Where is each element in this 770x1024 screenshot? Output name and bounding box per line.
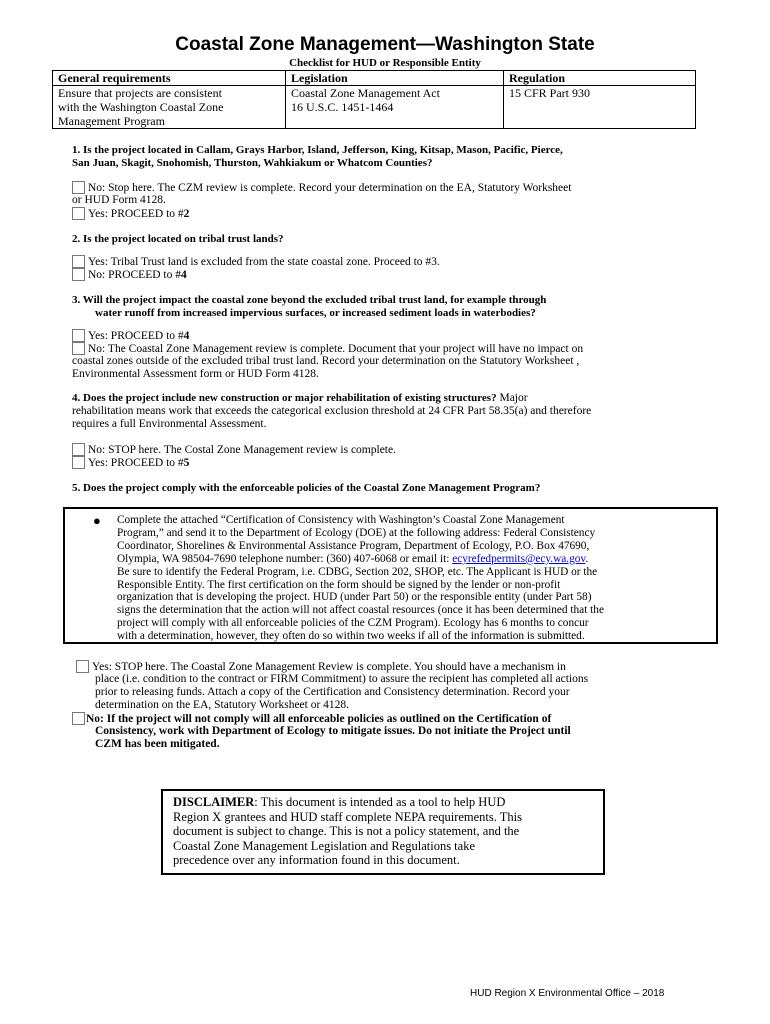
legislation-line: Coastal Zone Management Act xyxy=(291,86,440,100)
general-line: with the Washington Coastal Zone xyxy=(58,100,224,114)
q4-yes-target: 5 xyxy=(183,457,190,469)
question-4-line-3: requires a full Environmental Assessment. xyxy=(72,418,267,430)
q3-yes-checkbox[interactable] xyxy=(72,329,85,342)
instructions-line: project will comply with all enforceable policies of the CZM Program). Ecology has 6 months to concur xyxy=(117,617,589,630)
question-4-note: Major xyxy=(496,392,528,404)
q5-yes-checkbox[interactable] xyxy=(76,660,89,673)
header-general-requirements: General requirements xyxy=(53,71,286,86)
page-title: Coastal Zone Management—Washington State xyxy=(175,34,595,55)
bullet-icon: ● xyxy=(93,513,101,528)
disclaimer-text xyxy=(173,795,593,868)
question-3-line-1: 3. Will the project impact the coastal zone beyond the excluded tribal trust land, for example through xyxy=(72,294,547,306)
instructions-line: organization that is developing the project. HUD (under Part 50) or the responsible entity (under Part 58) xyxy=(117,591,592,604)
instructions-line: with a determination, however, they often do so within two weeks if all of the information is submitted. xyxy=(117,630,585,643)
q1-no-checkbox[interactable] xyxy=(72,181,85,194)
q1-yes-checkbox[interactable] xyxy=(72,207,85,220)
disclaimer-line: document is subject to change. This is not a policy statement, and the xyxy=(173,824,520,838)
q2-no-checkbox[interactable] xyxy=(72,268,85,281)
question-1-line-1: 1. Is the project located in Callam, Grays Harbor, Island, Jefferson, King, Kitsap, Mason, Pacific, Pierce, xyxy=(72,144,563,156)
checklist-subtitle: Checklist for HUD or Responsible Entity xyxy=(289,57,481,69)
disclaimer-line: Coastal Zone Management Legislation and Regulations take xyxy=(173,838,476,853)
requirements-table xyxy=(52,70,696,129)
page-footer: HUD Region X Environmental Office – 2018 xyxy=(470,988,665,999)
q5-yes-label: Yes: STOP here. The Coastal Zone Management Review is complete. You should have a mechanism in xyxy=(92,661,566,673)
q1-yes-target: 2 xyxy=(183,208,190,220)
question-3-line-2: water runoff from increased impervious surfaces, or increased sediment loads in waterbodies? xyxy=(95,307,536,319)
instructions-box xyxy=(63,507,718,644)
q5-yes-continued: place (i.e. condition to the contract or FIRM Commitment) to assure the recipient has completed all actions xyxy=(95,673,589,685)
general-requirements-cell xyxy=(53,86,286,129)
q2-yes-label: Yes: Tribal Trust land is excluded from the state coastal zone. Proceed to #3. xyxy=(88,256,440,268)
q5-no-continued: CZM has been mitigated. xyxy=(95,738,220,750)
header-legislation: Legislation xyxy=(286,71,504,86)
q4-no-label: No: STOP here. The Costal Zone Management review is complete. xyxy=(88,444,396,456)
legislation-cell xyxy=(286,86,504,129)
question-4-line-2: rehabilitation means work that exceeds the categorical exclusion threshold at 24 CFR Part 58.35(a) and therefore xyxy=(72,405,592,417)
instructions-line: Complete the attached “Certification of Consistency with Washington’s Coastal Zone Management xyxy=(117,514,565,526)
instructions-line: Olympia, WA 98504-7690 telephone number: (360) 407-6068 or email it: ecyrefedpermits@ecy.wa.gov. xyxy=(117,552,589,565)
q3-no-label: No: The Coastal Zone Management review is complete. Document that your project will have no impact on xyxy=(88,343,584,355)
question-4-line-1 xyxy=(72,392,528,406)
q1-yes-option xyxy=(72,207,189,222)
q4-no-checkbox[interactable] xyxy=(72,443,85,456)
q5-no-checkbox[interactable] xyxy=(72,712,85,725)
q5-no-continued: Consistency, work with Department of Ecology to mitigate issues. Do not initiate the Project until xyxy=(95,725,571,737)
q3-yes-label: Yes: PROCEED to # xyxy=(88,330,184,342)
q1-yes-label: Yes: PROCEED to # xyxy=(88,208,184,220)
q4-yes-option xyxy=(72,456,189,471)
email-link[interactable]: ecyrefedpermits@ecy.wa.gov xyxy=(452,552,586,565)
question-1-line-2: San Juan, Skagit, Snohomish, Thurston, Wahkiakum or Whatcom Counties? xyxy=(72,157,433,169)
disclaimer-line: Region X grantees and HUD staff complete NEPA requirements. This xyxy=(173,809,523,824)
q3-no-checkbox[interactable] xyxy=(72,342,85,355)
q4-yes-label: Yes: PROCEED to # xyxy=(88,457,184,469)
q1-no-continued: or HUD Form 4128. xyxy=(72,194,166,206)
question-4-text: 4. Does the project include new construction or major rehabilitation of existing structures? xyxy=(72,392,497,404)
question-2-line-1: 2. Is the project located on tribal trust lands? xyxy=(72,233,284,245)
instructions-line: Program,” and send it to the Department of Ecology (DOE) at the following address: Federal Consistency xyxy=(117,526,596,539)
legislation-line: 16 U.S.C. 1451-1464 xyxy=(291,100,394,114)
q5-no-label: No: If the project will not comply will all enforceable policies as outlined on the Certification of xyxy=(86,713,552,725)
q3-no-continued: Environmental Assessment form or HUD Form 4128. xyxy=(72,368,319,380)
q5-yes-continued: determination on the EA, Statutory Worksheet or 4128. xyxy=(95,699,350,711)
q5-yes-continued: prior to releasing funds. Attach a copy of the Certification and Consistency determination. Record your xyxy=(95,686,570,698)
q4-yes-checkbox[interactable] xyxy=(72,456,85,469)
instructions-address: Olympia, WA 98504-7690 telephone number: (360) 407-6068 or email it: xyxy=(117,552,453,565)
instructions-line: Coordinator, Shorelines & Environmental Assistance Program, Department of Ecology, P.O. Box 47690, xyxy=(117,539,590,552)
disclaimer-line: precedence over any information found in this document. xyxy=(173,853,460,867)
disclaimer-intro: : This document is intended as a tool to help HUD xyxy=(254,795,506,809)
instructions-line: Be sure to identify the Federal Program, i.e. CDBG, Section 202, SHOP, etc. The Applicant is HUD or the xyxy=(117,565,598,578)
disclaimer-box xyxy=(161,789,605,875)
general-line: Ensure that projects are consistent xyxy=(58,86,222,100)
regulation-cell: 15 CFR Part 930 xyxy=(504,86,696,129)
question-5-line-1: 5. Does the project comply with the enforceable policies of the Coastal Zone Management Program? xyxy=(72,482,541,494)
general-line: Management Program xyxy=(58,114,165,128)
instructions-text xyxy=(117,514,713,643)
table-header-row xyxy=(53,71,696,86)
table-row xyxy=(53,86,696,129)
disclaimer-label: DISCLAIMER xyxy=(173,795,255,809)
q2-yes-checkbox[interactable] xyxy=(72,255,85,268)
instructions-line: signs the determination that the action will not affect coastal resources (once it has been determined that the xyxy=(117,604,604,617)
q2-no-target: 4 xyxy=(180,269,187,281)
q3-no-continued: coastal zones outside of the excluded tribal trust land. Record your determination on the Statutory Worksheet , xyxy=(72,355,580,367)
q2-no-option xyxy=(72,268,187,283)
q3-yes-target: 4 xyxy=(183,330,190,342)
header-regulation: Regulation xyxy=(504,71,696,86)
q2-no-label: No: PROCEED to # xyxy=(88,269,181,281)
instructions-line: Responsible Entity. The first certification on the form should be signed by the lender or non-profit xyxy=(117,578,561,591)
q1-no-label: No: Stop here. The CZM review is complete. Record your determination on the EA, Statutory Worksheet xyxy=(88,182,572,194)
disclaimer-line xyxy=(173,795,593,810)
